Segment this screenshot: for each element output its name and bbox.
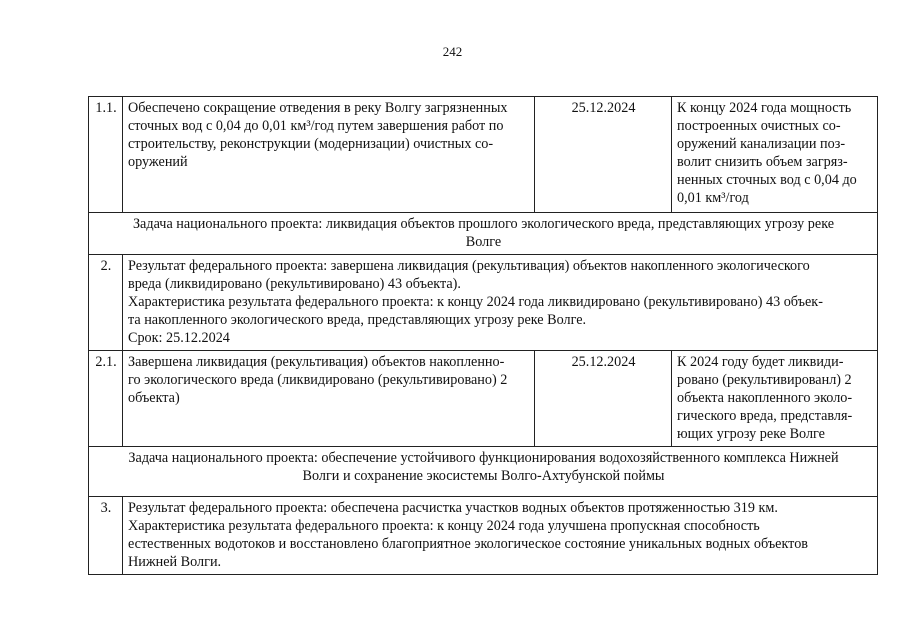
text-line: го экологического вреда (ликвидировано (рекультивировано) 2 [128,372,508,388]
table-row-3 [89,497,878,575]
text-line: Волге [465,234,502,250]
page-number: 242 [442,44,463,59]
text-line: построенных очистных со- [677,118,841,134]
table-row-1-1 [89,97,878,213]
national-project-task [89,447,878,497]
text-line: волит снизить объем загряз- [677,154,848,170]
text-line: строительству, реконструкции (модернизации) очистных со- [128,136,494,152]
text-line: сточных вод с 0,04 до 0,01 км³/год путем завершения работ по [128,118,504,134]
row-number: 1.1. [89,97,123,213]
text-line: Завершена ликвидация (рекультивация) объектов накопленно- [128,354,505,370]
text-line: Характеристика результата федерального проекта: к концу 2024 года улучшена пропускная способность [128,518,760,534]
measure-description [123,351,535,447]
text-line: К концу 2024 года мощность [677,100,852,116]
text-line: оружений [128,154,188,170]
text-line: Результат федерального проекта: обеспечена расчистка участков водных объектов протяженностью 319 км. [128,500,778,516]
text-line: 0,01 км³/год [677,190,749,206]
text-line: Характеристика результата федерального проекта: к концу 2024 года ликвидировано (рекультивировано) 43 объек- [128,294,823,310]
text-line: объекта накопленного эколо- [677,390,853,406]
expected-result [672,351,878,447]
text-line: ровано (рекультивированл) 2 [677,372,852,388]
deadline-date: 25.12.2024 [535,97,672,213]
text-line: Обеспечено сокращение отведения в реку Волгу загрязненных [128,100,508,116]
text-line: оружений канализации поз- [677,136,846,152]
text-line: Задача национального проекта: обеспечение устойчивого функционирования водохозяйственного комплекса Нижней [128,450,839,466]
text-line: естественных водотоков и восстановлено благоприятное экологическое состояние уникальных водных объектов [128,536,808,552]
task-row [89,447,878,497]
text-line: та накопленного экологического вреда, представляющих угрозу реке Волге. [128,312,587,328]
measures-table [88,96,878,575]
table-row-2-1 [89,351,878,447]
text-line: Срок: 25.12.2024 [128,330,230,346]
task-row [89,213,878,255]
text-line: Задача национального проекта: ликвидация объектов прошлого экологического вреда, представляющих угрозу реке [132,216,835,232]
text-line: ненных сточных вод с 0,04 до [677,172,857,188]
row-number: 3. [89,497,123,575]
text-line: Волги и сохранение экосистемы Волго-Ахтубунской поймы [302,468,665,484]
deadline-date: 25.12.2024 [535,351,672,447]
measure-description [123,97,535,213]
text-line: Результат федерального проекта: завершена ликвидация (рекультивация) объектов накопленного экологического [128,258,810,274]
federal-project-result [123,255,878,351]
text-line: вреда (ликвидировано (рекультивировано) 43 объекта). [128,276,461,292]
text-line: Нижней Волги. [128,554,222,570]
text-line: К 2024 году будет ликвиди- [677,354,844,370]
text-line: ющих угрозу реке Волге [677,426,825,442]
national-project-task [89,213,878,255]
table-row-2 [89,255,878,351]
row-number: 2.1. [89,351,123,447]
text-line: гического вреда, представля- [677,408,853,424]
row-number: 2. [89,255,123,351]
text-line: объекта) [128,390,180,406]
expected-result [672,97,878,213]
federal-project-result [123,497,878,575]
